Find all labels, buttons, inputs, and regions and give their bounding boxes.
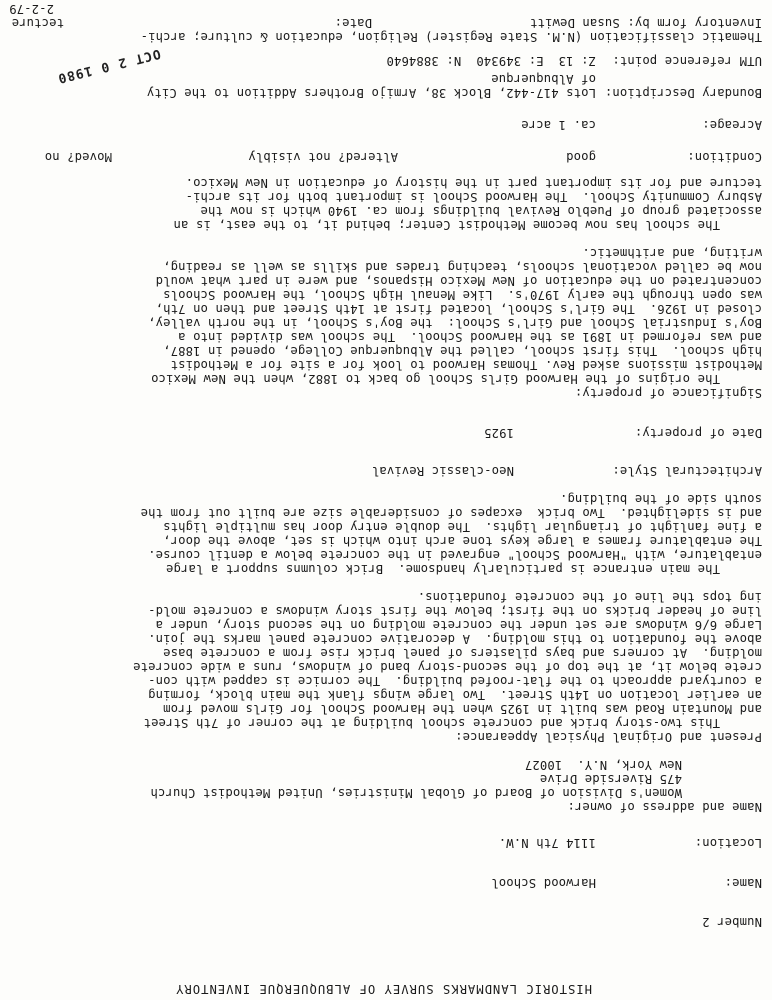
appearance-line: This two-story brick and concrete school building at the corner of 7th Street [143, 716, 720, 730]
significance-line: was open through the early 1970's. Like Menaul High School, the Harwood Schools [163, 288, 762, 302]
owner-line-2: 475 Riverside Drive [539, 772, 682, 786]
boundary-line-1: Lots 417-442, Block 38, Armijo Brothers Addition to the City [146, 86, 596, 100]
form-title: HISTORIC LANDMARKS SURVEY OF ALBUQUERQUE INVENTORY [175, 982, 592, 996]
form-number: Number 2 [702, 915, 762, 929]
location-value: 1114 7th N.W. [498, 836, 596, 850]
appearance-line: crete below it, at the top of the second-story band of windows, runs a wide concrete [133, 660, 762, 674]
acreage-value: ca. 1 acre [521, 118, 596, 132]
location-label: Location: [694, 836, 762, 850]
inventory-by: Inventory form by: Susan Dewitt [529, 16, 762, 30]
appearance-line: and Mountain Road was built in 1925 when the Harwood School for Girls moved from [163, 702, 762, 716]
condition-value: good [566, 150, 596, 164]
appearance-line: The entablature frames a large keys tone arch into which is set, above the door, [163, 534, 762, 548]
owner-label: Name and address of owner: [567, 800, 762, 814]
significance-line: tecture and for its important part in the history of education in New Mexico. [185, 176, 762, 190]
date-of-property-value: 1925 [484, 426, 514, 440]
boundary-label: Boundary Description: [604, 86, 762, 100]
condition-label: Condition: [687, 150, 762, 164]
appearance-line: south side of the building. [559, 492, 762, 506]
name-label: Name: [724, 876, 762, 890]
appearance-line: line of header bricks on the first; below the first story windows a concrete mold- [148, 604, 762, 618]
appearance-line: ing tops the line of the concrete foundations. [417, 590, 762, 604]
significance-heading: Significance of property: [574, 386, 762, 400]
boundary-line-2: of Albuquerque [491, 72, 596, 86]
moved-value: Moved? no [44, 150, 112, 164]
appearance-line: The main entrance is particularly handsome. Brick columns support a large [165, 562, 720, 576]
significance-line: concentrated on the education of New Mexico Hispanos, and were in part what would [155, 274, 762, 288]
significance-line: Boy's Industrial School and Girl's School: the Boy's School, in the north valley, [148, 316, 762, 330]
received-date-stamp: OCT 2 0 1980 [55, 45, 162, 86]
significance-line: writing, and arithmetic. [582, 246, 762, 260]
acreage-label: Acreage: [702, 118, 762, 132]
utm-value: Z: 13 E: 349340 N: 3884640 [386, 54, 596, 68]
appearance-line: an earlier location on 14th Street. Two large wings flank the main block, forming [148, 688, 762, 702]
appearance-line: Large 6/6 windows are set under the concrete molding on the second story, under a [155, 618, 762, 632]
appearance-line: a courtyard approach to the flat-roofed building. The cornice is capped with con- [148, 674, 762, 688]
form-date-value: 2-2-79 [9, 2, 54, 16]
significance-line: and was reformed in 1891 as the Harwood School. The school was divided into a [177, 330, 762, 344]
style-value: Neo-classic Revival [371, 464, 514, 478]
significance-line: high school. This first school, called the Albuquerque College, opened in 1887, [163, 344, 762, 358]
date-of-property-label: Date of property: [634, 426, 762, 440]
appearance-line: a fine fanlight of triangular lights. The double entry door has multiple lights [163, 520, 762, 534]
significance-line: associated group of Pueblo Revival buildings from ca. 1940 which is now the [200, 204, 762, 218]
owner-line-3: New York, N.Y. 10027 [524, 758, 682, 772]
owner-line-1: Women's Division of Board of Global Ministries, United Methodist Church [150, 786, 682, 800]
thematic-classification: Thematic classification (N.M. State Register) Religion, education & culture; archi- [140, 30, 762, 44]
utm-label: UTM reference point: [612, 54, 762, 68]
name-value: Harwood School [491, 876, 596, 890]
altered-value: Altered? not visibly [248, 150, 398, 164]
significance-line: closed in 1926. The Girl's School, located first at 14th Street and then on 7th, [155, 302, 762, 316]
appearance-line: and is sidelighted. Two brick excapes of considerable size are built out from the [140, 506, 762, 520]
appearance-line: above the foundation to this molding. A decorative concrete panel marks the join. [148, 632, 762, 646]
appearance-heading: Present and Original Physical Appearance: [455, 730, 762, 744]
significance-line: now be called vocational schools, teaching trades and skills as well as reading, [163, 260, 762, 274]
style-label: Architectural Style: [612, 464, 762, 478]
appearance-line: molding. At corners and bays pilasters of panel brick rise from a concrete base [163, 646, 762, 660]
thematic-classification-cont: tecture [11, 16, 64, 30]
appearance-line: entablature, with "Harwood School" engraved in the concrete below a dentil course. [148, 548, 762, 562]
significance-line: Asbury Community School. The Harwood School is important both for its archi- [185, 190, 762, 204]
form-date-label: Date: [334, 16, 372, 30]
significance-line: Methodist missions asked Rev. Thomas Harwood to look for a site for a Methodist [170, 358, 762, 372]
significance-line: The origins of the Harwood Girls School go back to 1882, when the New Mexico [150, 372, 720, 386]
significance-line: The school has now become Methodist Center; behind it, to the east, is an [173, 218, 720, 232]
